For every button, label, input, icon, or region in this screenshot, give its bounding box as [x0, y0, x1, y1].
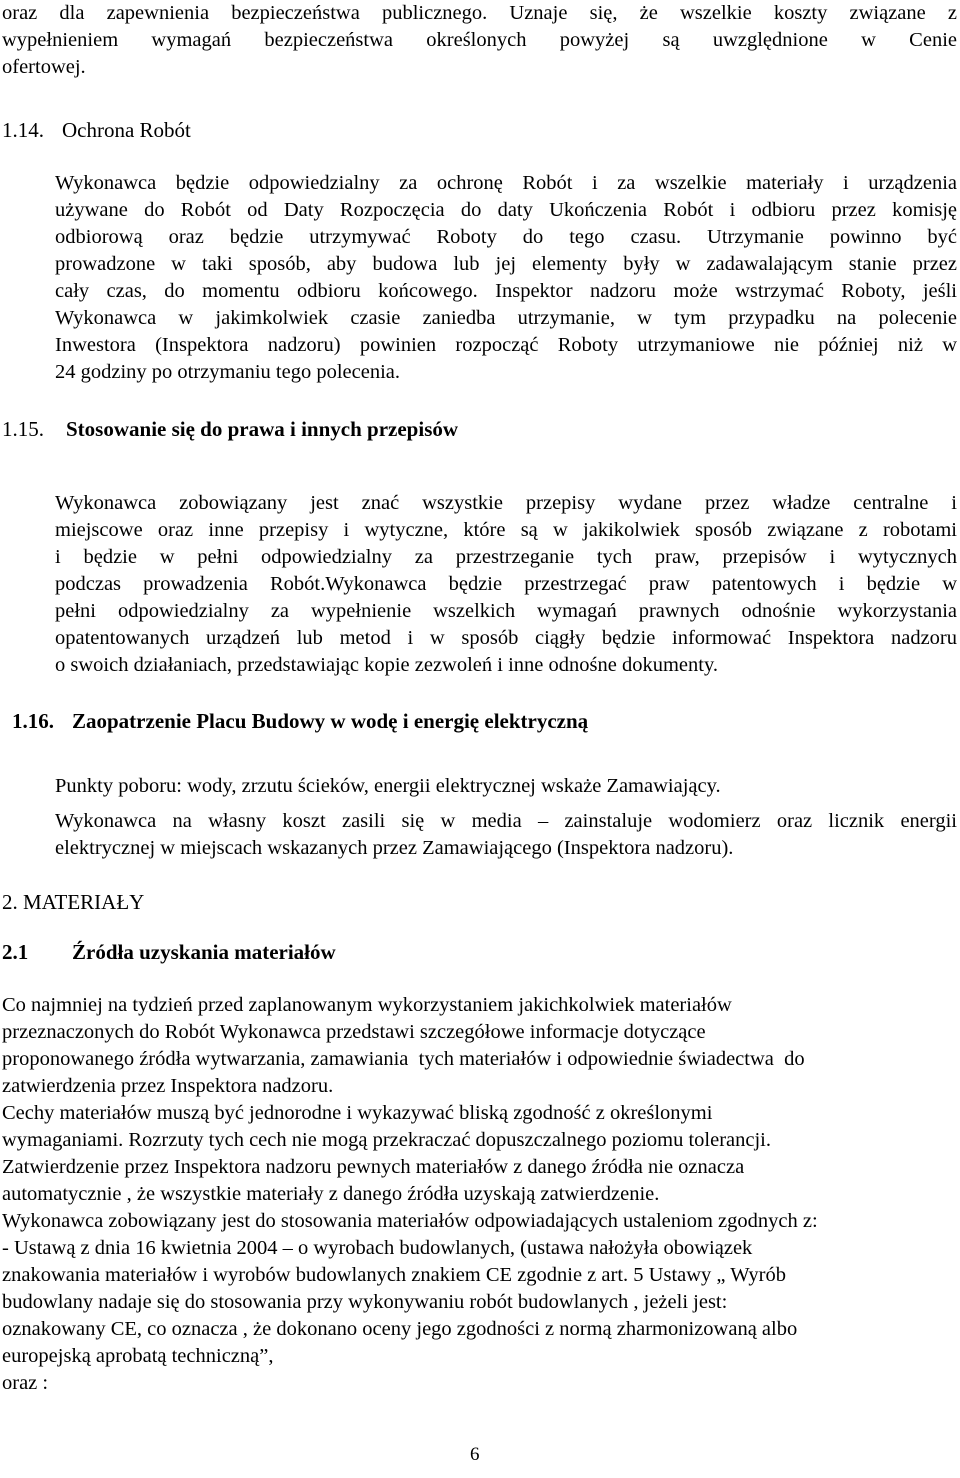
section-title: Zaopatrzenie Placu Budowy w wodę i energię elektryczną [72, 709, 589, 733]
text-line: przeznaczonych do Robót Wykonawca przedstawi szczegółowe informacje dotyczące [2, 1021, 706, 1043]
section-number: 2.1 [2, 940, 29, 964]
text-line: elektrycznej w miejscach wskazanych przez Zamawiającego (Inspektora nadzoru). [55, 837, 734, 859]
text-line: Wykonawca na własny koszt zasili się w media – zainstaluje wodomierz oraz licznik energii [55, 810, 957, 832]
text-line: budowlany nadaje się do stosowania przy wykonywaniu robót budowlanych , jeżeli jest: [2, 1291, 728, 1313]
text-line: opatentowanych urządzeń lub metod i w sposób ciągły będzie informować Inspektora nadzoru [55, 627, 957, 649]
text-line: wymaganiami. Rozrzuty tych cech nie mogą przekraczać dopuszczalnego poziomu tolerancji. [2, 1129, 771, 1151]
text-line: cały czas, do momentu odbioru końcowego. Inspektor nadzoru może wstrzymać Roboty, jeśli [55, 280, 957, 302]
chapter-heading: 2. MATERIAŁY [2, 890, 145, 914]
text-line: Inwestora (Inspektora nadzoru) powinien rozpocząć Roboty utrzymaniowe nie później niż w [55, 334, 957, 356]
text-line: Wykonawca zobowiązany jest do stosowania materiałów odpowiadających ustaleniom zgodnych z: [2, 1210, 818, 1232]
text-line: oznakowany CE, co oznacza , że dokonano oceny jego zgodności z normą zharmonizowaną albo [2, 1318, 798, 1340]
text-line: automatycznie , że wszystkie materiały z danego źródła uzyskają zatwierdzenie. [2, 1183, 660, 1205]
text-line: Punkty poboru: wody, zrzutu ścieków, energii elektrycznej wskaże Zamawiający. [55, 775, 721, 797]
text-line: ofertowej. [2, 56, 86, 78]
section-title: Stosowanie się do prawa i innych przepisów [66, 417, 459, 441]
section-number: 1.16. [12, 709, 54, 733]
text-line: 24 godziny po otrzymaniu tego polecenia. [55, 361, 400, 383]
text-line: podczas prowadzenia Robót.Wykonawca będzie przestrzegać praw patentowych i będzie w [55, 573, 957, 595]
text-line: Wykonawca zobowiązany jest znać wszystkie przepisy wydane przez władze centralne i [55, 492, 957, 514]
text-line: proponowanego źródła wytwarzania, zamawiania tych materiałów i odpowiednie świadectwa do [2, 1048, 805, 1070]
section-title: Źródła uzyskania materiałów [72, 940, 336, 964]
text-line: Wykonawca w jakimkolwiek czasie zaniedba utrzymanie, w tym przypadku na polecenie [55, 307, 957, 329]
text-line: wypełnieniem wymagań bezpieczeństwa określonych powyżej są uwzględnione w Cenie [2, 29, 957, 51]
section-number: 1.15. [2, 417, 44, 441]
text-line: o swoich działaniach, przedstawiając kopie zezwoleń i inne odnośne dokumenty. [55, 654, 718, 676]
text-line: odbiorową oraz będzie utrzymywać Roboty do tego czasu. Utrzymanie powinno być [55, 226, 957, 248]
page-number: 6 [470, 1444, 480, 1465]
text-line: Wykonawca będzie odpowiedzialny za ochronę Robót i za wszelkie materiały i urządzenia [55, 172, 957, 194]
section-title: Ochrona Robót [62, 118, 191, 142]
text-line: - Ustawą z dnia 16 kwietnia 2004 – o wyrobach budowlanych, (ustawa nałożyła obowiązek [2, 1237, 753, 1259]
text-line: pełni odpowiedzialny za wypełnienie wszelkich wymagań prawnych odnośnie wykorzystania [55, 600, 957, 622]
text-line: oraz : [2, 1372, 49, 1394]
text-line: Co najmniej na tydzień przed zaplanowanym wykorzystaniem jakichkolwiek materiałów [2, 994, 732, 1016]
text-line: i będzie w pełni odpowiedzialny za przestrzeganie tych praw, przepisów i wytycznych [55, 546, 957, 568]
text-line: Cechy materiałów muszą być jednorodne i wykazywać bliską zgodność z określonymi [2, 1102, 713, 1124]
text-line: zatwierdzenia przez Inspektora nadzoru. [2, 1075, 334, 1097]
text-line: używane do Robót od Daty Rozpoczęcia do daty Ukończenia Robót i odbioru przez komisję [55, 199, 957, 221]
text-line: prowadzone w taki sposób, aby budowa lub jej elementy były w zadawalającym stanie przez [55, 253, 957, 275]
text-line: europejską aprobatą techniczną”, [2, 1345, 274, 1367]
text-line: miejscowe oraz inne przepisy i wytyczne, które są w jakikolwiek sposób związane z robotami [55, 519, 957, 541]
section-number: 1.14. [2, 118, 44, 142]
text-line: oraz dla zapewnienia bezpieczeństwa publicznego. Uznaje się, że wszelkie koszty związane z [2, 2, 957, 24]
text-line: Zatwierdzenie przez Inspektora nadzoru pewnych materiałów z danego źródła nie oznacza [2, 1156, 745, 1178]
text-line: znakowania materiałów i wyrobów budowlanych znakiem CE zgodnie z art. 5 Ustawy „ Wyrób [2, 1264, 786, 1286]
